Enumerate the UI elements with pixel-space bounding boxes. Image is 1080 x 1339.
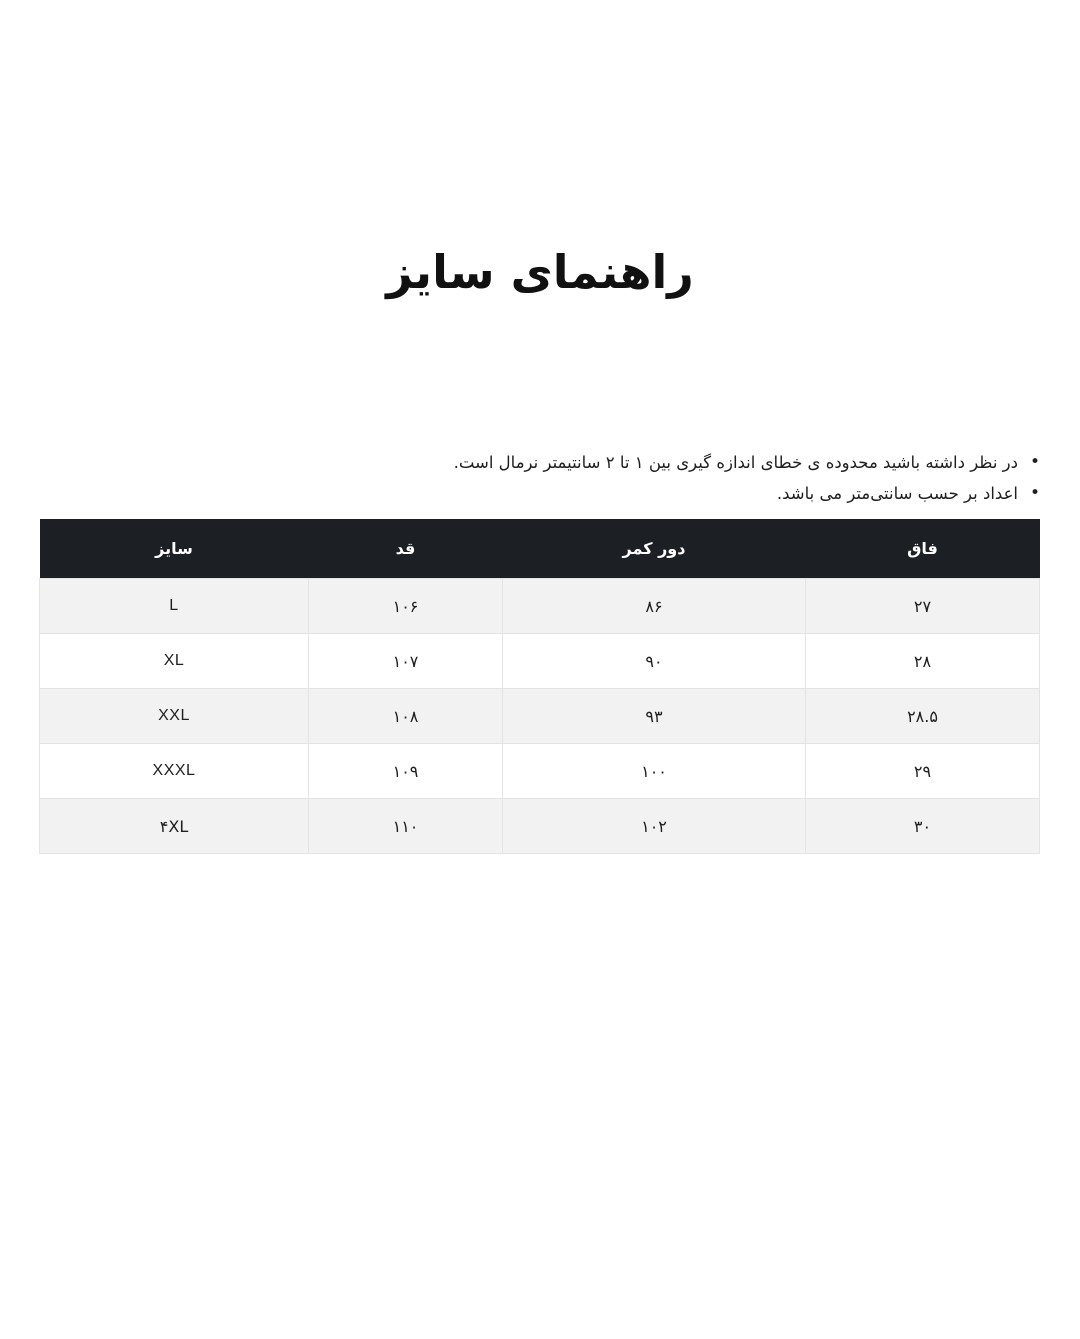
table-header-row xyxy=(40,519,1040,579)
cell-rise: ۲۷ xyxy=(806,579,1040,634)
cell-rise: ۲۹ xyxy=(806,744,1040,799)
cell-size: L xyxy=(40,579,309,634)
page-title: راهنمای سایز xyxy=(386,245,694,299)
size-table-body xyxy=(40,579,1040,854)
cell-length: ۱۰۶ xyxy=(309,579,503,634)
cell-rise: ۲۸ xyxy=(806,634,1040,689)
table-row xyxy=(40,689,1040,744)
cell-waist: ۸۶ xyxy=(503,579,806,634)
table-row xyxy=(40,579,1040,634)
cell-waist: ۹۳ xyxy=(503,689,806,744)
cell-length: ۱۰۷ xyxy=(309,634,503,689)
table-row xyxy=(40,799,1040,854)
size-table-head xyxy=(40,519,1040,579)
cell-size: XXL xyxy=(40,689,309,744)
cell-length: ۱۰۹ xyxy=(309,744,503,799)
cell-size: ۴XL xyxy=(40,799,309,854)
note-item: • در نظر داشته باشید محدوده ی خطای اندازه گیری بین ۱ تا ۲ سانتیمتر نرمال است. xyxy=(40,448,1040,479)
table-row xyxy=(40,744,1040,799)
note-item: • اعداد بر حسب سانتی‌متر می باشد. xyxy=(40,479,1040,510)
cell-waist: ۹۰ xyxy=(503,634,806,689)
notes-list xyxy=(40,448,1040,509)
cell-size: XXXL xyxy=(40,744,309,799)
column-header-rise: فاق xyxy=(806,519,1040,579)
size-table xyxy=(39,519,1040,854)
column-header-waist: دور کمر xyxy=(503,519,806,579)
table-row xyxy=(40,634,1040,689)
column-header-size: سایز xyxy=(40,519,309,579)
cell-length: ۱۰۸ xyxy=(309,689,503,744)
cell-length: ۱۱۰ xyxy=(309,799,503,854)
cell-size: XL xyxy=(40,634,309,689)
cell-rise: ۲۸.۵ xyxy=(806,689,1040,744)
cell-rise: ۳۰ xyxy=(806,799,1040,854)
cell-waist: ۱۰۲ xyxy=(503,799,806,854)
cell-waist: ۱۰۰ xyxy=(503,744,806,799)
column-header-length: قد xyxy=(309,519,503,579)
